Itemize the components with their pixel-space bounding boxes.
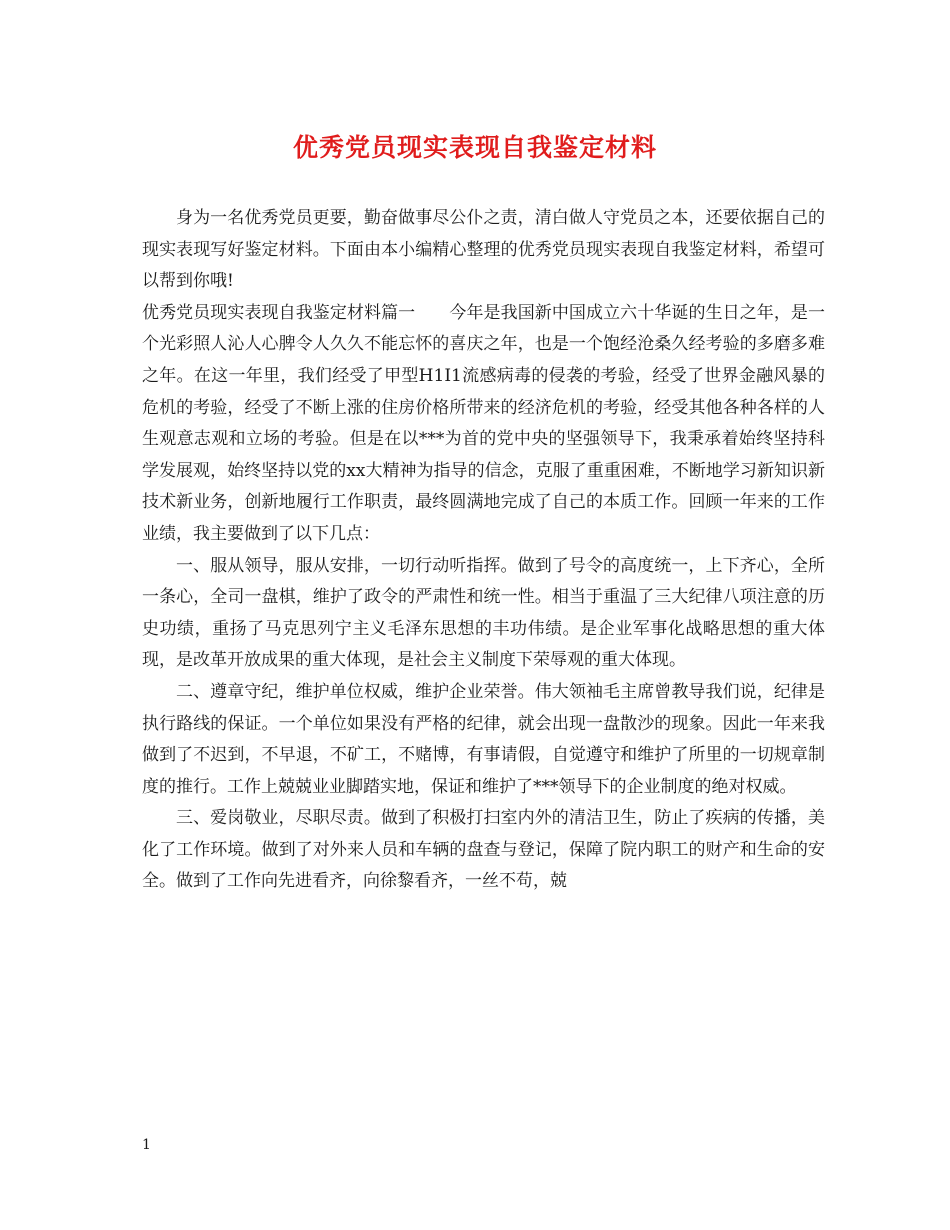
point-three-paragraph: 三、爱岗敬业，尽职尽责。做到了积极打扫室内外的清洁卫生，防止了疾病的传播，美化了工作环境。做到了对外来人员和车辆的盘查与登记，保障了院内职工的财产和生命的安全。做到了工作向先进看齐，向徐黎看齐，一丝不苟，兢 [142, 808, 825, 892]
page-number: 1 [142, 1137, 151, 1153]
document-title: 优秀党员现实表现自我鉴定材料 [292, 133, 657, 162]
section-one-paragraph: 优秀党员现实表现自我鉴定材料篇一 今年是我国新中国成立六十华诞的生日之年，是一个光彩照人沁人心脾令人久久不能忘怀的喜庆之年，也是一个饱经沧桑久经考验的多磨多难之年。在这一年里，我们经受了甲型H1I1流感病毒的侵袭的考验，经受了世界金融风暴的危机的考验，经受了不断上涨的住房价格所带来的经济危机的考验，经受其他各种各样的人生观意志观和立场的考验。但是在以***为首的党中央的坚强领导下，我秉承着始终坚持科学发展观，始终坚持以党的xx大精神为指导的信念，克服了重重困难，不断地学习新知识新技术新业务，创新地履行工作职责，最终圆满地完成了自己的本质工作。回顾一年来的工作业绩，我主要做到了以下几点： [142, 302, 825, 544]
intro-paragraph: 身为一名优秀党员更要，勤奋做事尽公仆之责，清白做人守党员之本，还要依据自己的现实表现写好鉴定材料。下面由本小编精心整理的优秀党员现实表现自我鉴定材料，希望可以帮到你哦! [142, 208, 825, 292]
point-two-paragraph: 二、遵章守纪，维护单位权威，维护企业荣誉。伟大领袖毛主席曾教导我们说，纪律是执行路线的保证。一个单位如果没有严格的纪律，就会出现一盘散沙的现象。因此一年来我做到了不迟到，不早退，不矿工，不赌博，有事请假，自觉遵守和维护了所里的一切规章制度的推行。工作上兢兢业业脚踏实地，保证和维护了***领导下的企业制度的绝对权威。 [142, 681, 825, 797]
point-one-paragraph: 一、服从领导，服从安排，一切行动听指挥。做到了号令的高度统一，上下齐心，全所一条心，全司一盘棋，维护了政令的严肃性和统一性。相当于重温了三大纪律八项注意的历史功绩，重扬了马克思列宁主义毛泽东思想的丰功伟绩。是企业军事化战略思想的重大体现，是改革开放成果的重大体现，是社会主义制度下荣辱观的重大体现。 [142, 555, 825, 671]
document-body [142, 203, 825, 898]
